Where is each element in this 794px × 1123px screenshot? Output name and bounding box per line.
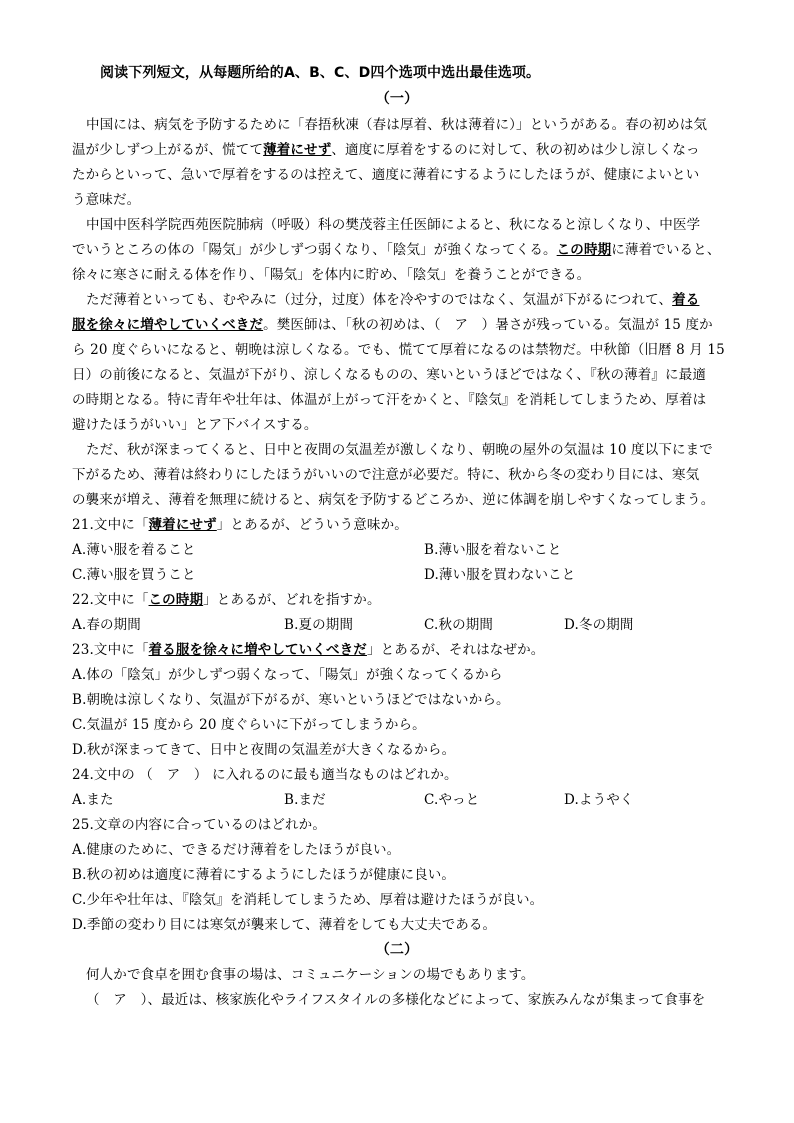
paragraph-line: 温が少しずつ上がるが、慌てて薄着にせず、適度に厚着をするのに対して、秋の初めは少し涼しくなっ [72,142,700,158]
option-b[interactable]: B.朝晩は涼しくなり、気温が下がるが、寒いというほどではないから。 [72,692,510,708]
underlined-phrase: 薄着にせず [148,517,217,533]
option-a[interactable]: A.体の「陰気」が少しずつ弱くなって、「陽気」が強くなってくるから [72,667,503,683]
underlined-phrase: 薄着にせず [263,142,332,158]
option-a[interactable]: A.また [72,792,114,808]
option-c[interactable]: C.薄い服を買うこと [72,567,196,583]
option-c[interactable]: C.少年や壮年は、『陰気』を消耗してしまうため、厚着は避けたほうが良い。 [72,892,544,908]
option-c[interactable]: C.気温が 15 度から 20 度ぐらいに下がってしまうから。 [72,717,426,733]
underlined-phrase: 着る服を徐々に増やしていくべきだ [148,642,367,658]
option-d[interactable]: D.冬の期間 [564,617,634,633]
paragraph-line: 徐々に寒さに耐える体を作り、「陽気」を体内に貯め、「陰気」を養うことができる。 [72,267,591,283]
paragraph-line: 中国中医科学院西苑医院肺病（呼吸）科の樊茂蓉主任医師によると、秋になると涼しくなり、中医学 [86,217,701,233]
underlined-phrase: この時期 [148,592,204,608]
underlined-phrase: この時期 [556,242,612,258]
underlined-phrase: 着る [672,292,700,308]
paragraph-line: （ ア ）、最近は、核家族化やライフスタイルの多様化などによって、家族みんなが集まって食事を [86,992,706,1008]
option-c[interactable]: C.やっと [424,792,480,808]
paragraph-line: う意味だ。 [72,192,141,208]
question-21: 21.文中に「薄着にせず」とあるが、どういう意味か。 [72,517,408,533]
option-a[interactable]: A.薄い服を着ること [72,542,196,558]
paragraph-line: ただ、秋が深まってくると、日中と夜間の気温差が激しくなり、朝晩の屋外の気温は 10 度以下にまで [86,442,713,458]
paragraph-line: 何人かで食卓を囲む食事の場は、コミュニケーションの場でもあります。 [86,967,535,983]
section-title-2: （二） [375,942,419,958]
question-25: 25.文章の内容に合っているのはどれか。 [72,817,326,833]
paragraph-line: たからといって、急いで厚着をするのは控えて、適度に薄着にするようにしたほうが、健康によいとい [72,167,700,183]
option-a[interactable]: A.春の期間 [72,617,141,633]
paragraph-line: 日）の前後になると、気温が下がり、涼しくなるものの、寒いというほどではなく、『秋の薄着』に最適 [72,367,706,383]
option-d[interactable]: D.薄い服を買わないこと [424,567,576,583]
question-23: 23.文中に「着る服を徐々に増やしていくべきだ」とあるが、それはなぜか。 [72,642,545,658]
paragraph-line: 服を徐々に増やしていくべきだ。樊医師は、「秋の初めは、（ ア ）暑さが残っている。気温が 15 度か [72,317,713,333]
options-row [72,616,732,634]
paragraph-line: ただ薄着といっても、むやみに（过分，过度）体を冷やすのではなく、気温が下がるにつれて、着る [86,292,700,308]
section-title-1: （一） [375,91,419,107]
paragraph-line: 避けたほうがいい」とア下バイスする。 [72,417,318,433]
instruction: 阅读下列短文，从每题所给的A、B、C、D四个选项中选出最佳选项。 [100,65,541,81]
option-d[interactable]: D.秋が深まってきて、日中と夜間の気温差が大きくなるから。 [72,742,456,758]
underlined-phrase: 服を徐々に増やしていくべきだ [72,317,264,333]
option-d[interactable]: D.季節の変わり目には寒気が襲来して、薄着をしても大丈夫である。 [72,917,497,933]
option-a[interactable]: A.健康のために、できるだけ薄着をしたほうが良い。 [72,842,401,858]
paragraph-line: 中国には、病気を予防するために「春捂秋凍（春は厚着、秋は薄着に）」というがある。春の初めは気 [86,117,708,133]
paragraph-line: 下がるため、薄着は終わりにしたほうがいいので注意が必要だ。特に、秋から冬の変わり目には、寒気 [72,467,700,483]
paragraph-line: の時期となる。特に青年や壮年は、体温が上がって汗をかくと、『陰気』を消耗してしまうため、厚着は [72,392,707,408]
paragraph-line: でいうところの体の「陽気」が少しずつ弱くなり、「陰気」が強くなってくる。この時期に薄着でいると、 [72,242,721,258]
option-d[interactable]: D.ようやく [564,792,634,808]
option-b[interactable]: B.秋の初めは適度に薄着にするようにしたほうが健康に良い。 [72,867,456,883]
question-24: 24.文中の （ ア ） に入れるのに最も適当なものはどれか。 [72,767,458,783]
option-b[interactable]: B.薄い服を着ないこと [424,542,562,558]
paragraph-line: の襲来が増え、薄着を無理に続けると、病気を予防するどころか、逆に体調を崩しやすくなってしまう。 [72,492,715,508]
option-c[interactable]: C.秋の期間 [424,617,494,633]
options-row [72,566,732,584]
question-22: 22.文中に「この時期」とあるが、どれを指すか。 [72,592,381,608]
option-b[interactable]: B.夏の期間 [284,617,354,633]
options-row [72,791,732,809]
paragraph-line: ら 20 度ぐらいになると、朝晩は涼しくなる。でも、慌てて厚着になるのは禁物だ。中秋節（旧暦 8 月 15 [72,342,725,358]
options-row [72,541,732,559]
option-b[interactable]: B.まだ [284,792,326,808]
